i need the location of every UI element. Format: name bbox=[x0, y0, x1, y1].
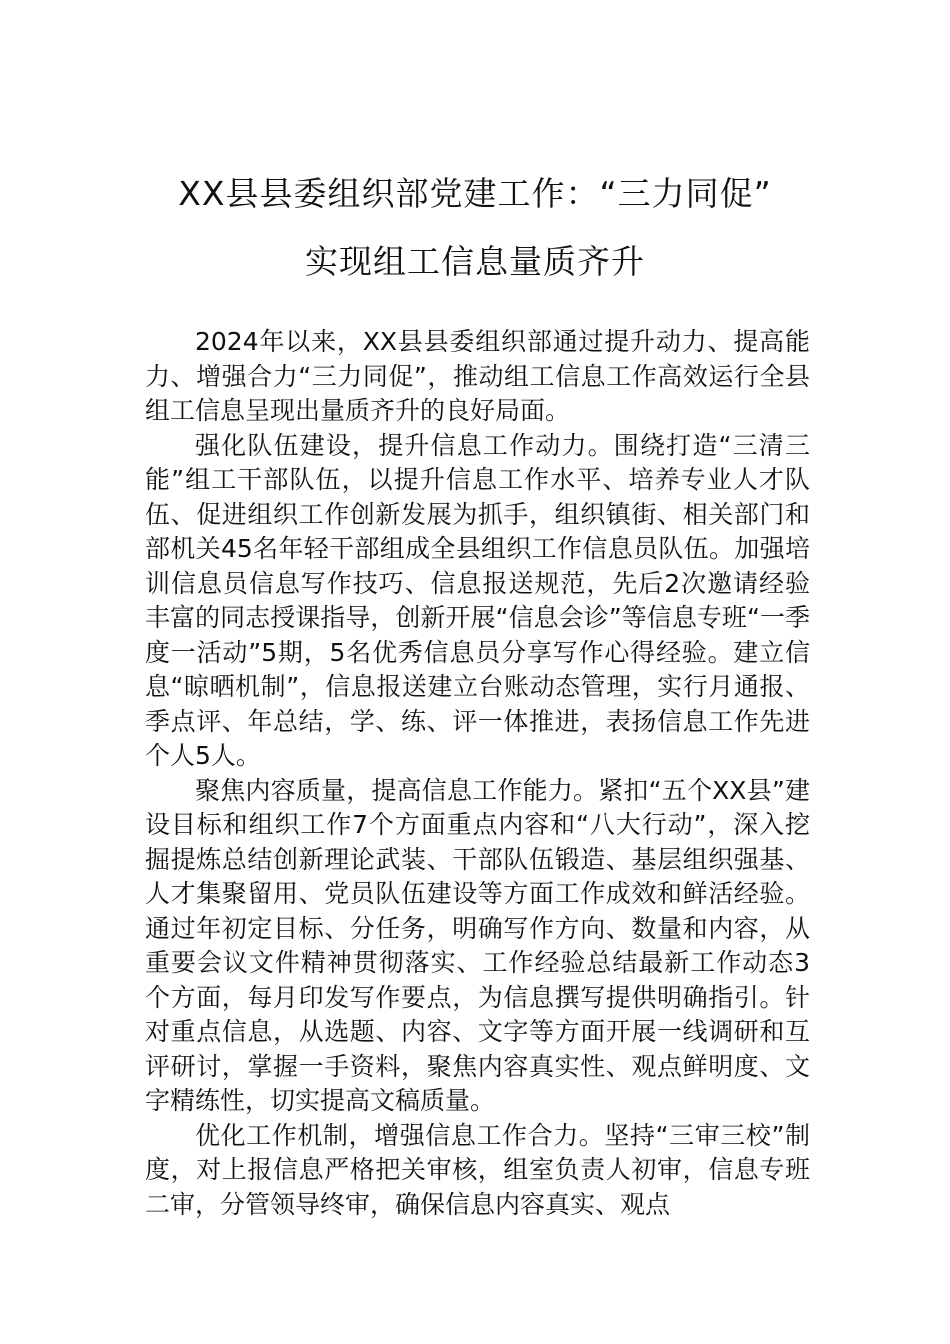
title-line-2: 实现组工信息量质齐升 bbox=[305, 242, 645, 281]
paragraph-intro: 2024年以来，XX县县委组织部通过提升动力、提高能力、增强合力“三力同促”，推动组工信息工作高效运行全县组工信息呈现出量质齐升的良好局面。 bbox=[145, 327, 810, 425]
paragraph-content-quality: 聚焦内容质量，提高信息工作能力。紧扣“五个XX县”建设目标和组织工作7个方面重点内容和“八大行动”，深入挖掘提炼总结创新理论武装、干部队伍锻造、基层组织强基、人才集聚留用、党员队伍建设等方面工作成效和鲜活经验。通过年初定目标、分任务，明确写作方向、数量和内容，从重要会议文件精神贯彻落实、工作经验总结最新工作动态3个方面，每月印发写作要点，为信息撰写提供明确指引。针对重点信息，从选题、内容、文字等方面开展一线调研和互评研讨，掌握一手资料，聚焦内容真实性、观点鲜明度、文字精练性，切实提高文稿质量。 bbox=[145, 775, 810, 1115]
document-body bbox=[145, 325, 810, 1222]
paragraph-work-mechanism: 优化工作机制，增强信息工作合力。坚持“三审三校”制度，对上报信息严格把关审核，组室负责人初审，信息专班二审，分管领导终审，确保信息内容真实、观点 bbox=[145, 1120, 810, 1219]
document-title bbox=[100, 160, 850, 296]
title-line-1: XX县县委组织部党建工作：“三力同促” bbox=[178, 174, 772, 213]
paragraph-team-building: 强化队伍建设，提升信息工作动力。围绕打造“三清三能”组工干部队伍，以提升信息工作水平、培养专业人才队伍、促进组织工作创新发展为抓手，组织镇街、相关部门和部机关45名年轻干部组成全县组织工作信息员队伍。加强培训信息员信息写作技巧、信息报送规范，先后2次邀请经验丰富的同志授课指导，创新开展“信息会诊”等信息专班“一季度一活动”5期，5名优秀信息员分享写作心得经验。建立信息“晾晒机制”，信息报送建立台账动态管理，实行月通报、季点评、年总结，学、练、评一体推进，表扬信息工作先进个人5人。 bbox=[145, 430, 810, 770]
